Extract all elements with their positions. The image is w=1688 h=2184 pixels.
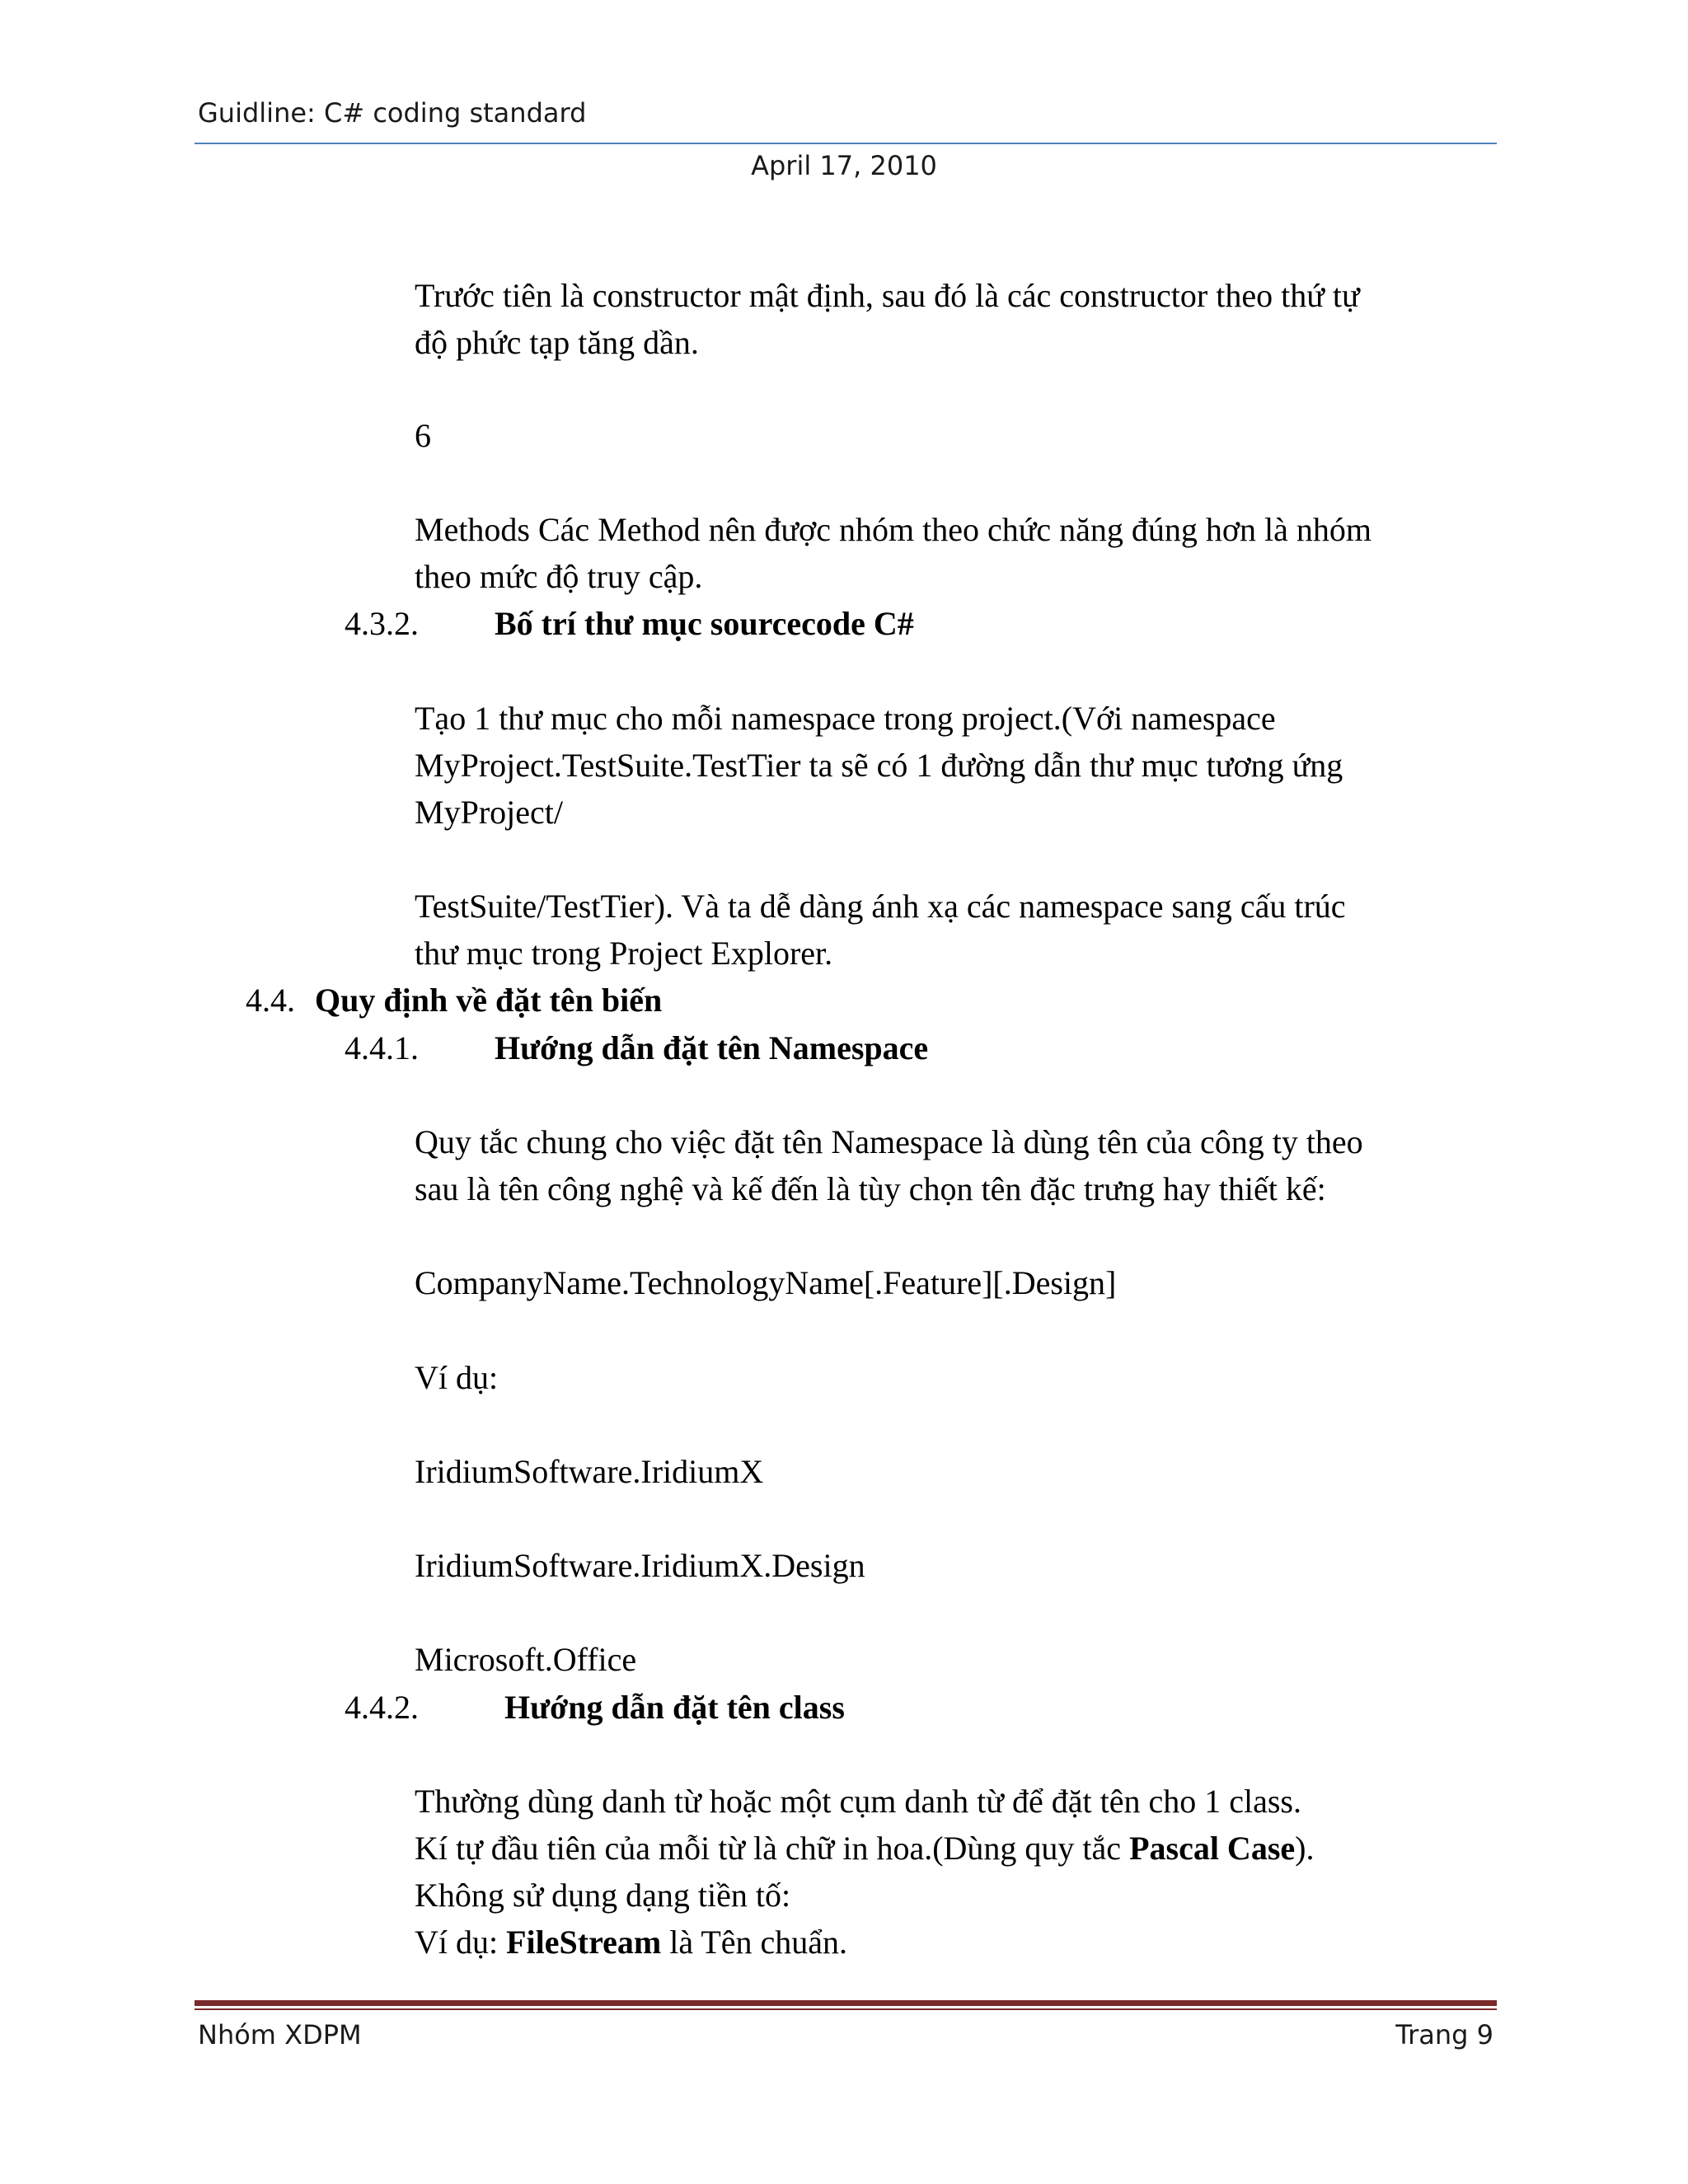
paragraph-line: độ phức tạp tăng dần. bbox=[415, 324, 699, 361]
paragraph-line: 6 bbox=[415, 417, 431, 454]
paragraph-line: theo mức độ truy cập. bbox=[415, 558, 703, 595]
header-date: April 17, 2010 bbox=[751, 150, 937, 181]
paragraph-line: Methods Các Method nên được nhóm theo chức năng đúng hơn là nhóm bbox=[415, 511, 1372, 548]
paragraph-line bbox=[415, 1919, 847, 1966]
header-rule bbox=[195, 143, 1497, 144]
section-heading: Bố trí thư mục sourcecode C# bbox=[495, 605, 914, 642]
text-run: Ví dụ: bbox=[415, 1924, 507, 1961]
footer-rule-thin bbox=[195, 2008, 1497, 2010]
footer-group-name: Nhóm XDPM bbox=[198, 2019, 362, 2050]
bold-term: Pascal Case bbox=[1129, 1830, 1296, 1867]
section-number: 4.4. bbox=[246, 982, 295, 1019]
paragraph-line: CompanyName.TechnologyName[.Feature][.Design] bbox=[415, 1264, 1117, 1301]
paragraph-line: TestSuite/TestTier). Và ta dễ dàng ánh xạ các namespace sang cấu trúc bbox=[415, 888, 1346, 925]
paragraph-line: sau là tên công nghệ và kế đến là tùy chọn tên đặc trưng hay thiết kế: bbox=[415, 1170, 1326, 1207]
paragraph-line: IridiumSoftware.IridiumX.Design bbox=[415, 1547, 865, 1584]
paragraph-line: Quy tắc chung cho việc đặt tên Namespace là dùng tên của công ty theo bbox=[415, 1123, 1363, 1160]
section-number: 4.4.2. bbox=[345, 1689, 419, 1726]
paragraph-line: Không sử dụng dạng tiền tố: bbox=[415, 1877, 791, 1914]
section-heading: Hướng dẫn đặt tên Namespace bbox=[495, 1029, 929, 1066]
bold-term: FileStream bbox=[506, 1924, 662, 1961]
footer-page-number: Trang 9 bbox=[1395, 2019, 1493, 2050]
paragraph-line: Trước tiên là constructor mật định, sau đó là các constructor theo thứ tự bbox=[415, 277, 1360, 314]
paragraph-line: Tạo 1 thư mục cho mỗi namespace trong project.(Với namespace bbox=[415, 700, 1276, 737]
section-number: 4.3.2. bbox=[345, 605, 419, 642]
section-heading: Quy định về đặt tên biến bbox=[315, 982, 663, 1019]
section-number: 4.4.1. bbox=[345, 1029, 419, 1066]
paragraph-line: IridiumSoftware.IridiumX bbox=[415, 1453, 764, 1490]
text-run: là Tên chuẩn. bbox=[661, 1924, 848, 1961]
text-run: Kí tự đầu tiên của mỗi từ là chữ in hoa.(Dùng quy tắc bbox=[415, 1830, 1130, 1867]
paragraph-line: Thường dùng danh từ hoặc một cụm danh từ để đặt tên cho 1 class. bbox=[415, 1783, 1301, 1820]
paragraph-line: Microsoft.Office bbox=[415, 1641, 637, 1678]
footer-rule bbox=[195, 2000, 1497, 2006]
paragraph-line: thư mục trong Project Explorer. bbox=[415, 935, 833, 972]
paragraph-line: MyProject.TestSuite.TestTier ta sẽ có 1 đường dẫn thư mục tương ứng bbox=[415, 747, 1343, 784]
paragraph-line: Ví dụ: bbox=[415, 1359, 499, 1396]
text-run: ). bbox=[1295, 1830, 1315, 1867]
paragraph-line: MyProject/ bbox=[415, 794, 563, 831]
section-heading: Hướng dẫn đặt tên class bbox=[504, 1689, 845, 1726]
paragraph-line bbox=[415, 1825, 1314, 1872]
header-title: Guidline: C# coding standard bbox=[198, 97, 587, 129]
